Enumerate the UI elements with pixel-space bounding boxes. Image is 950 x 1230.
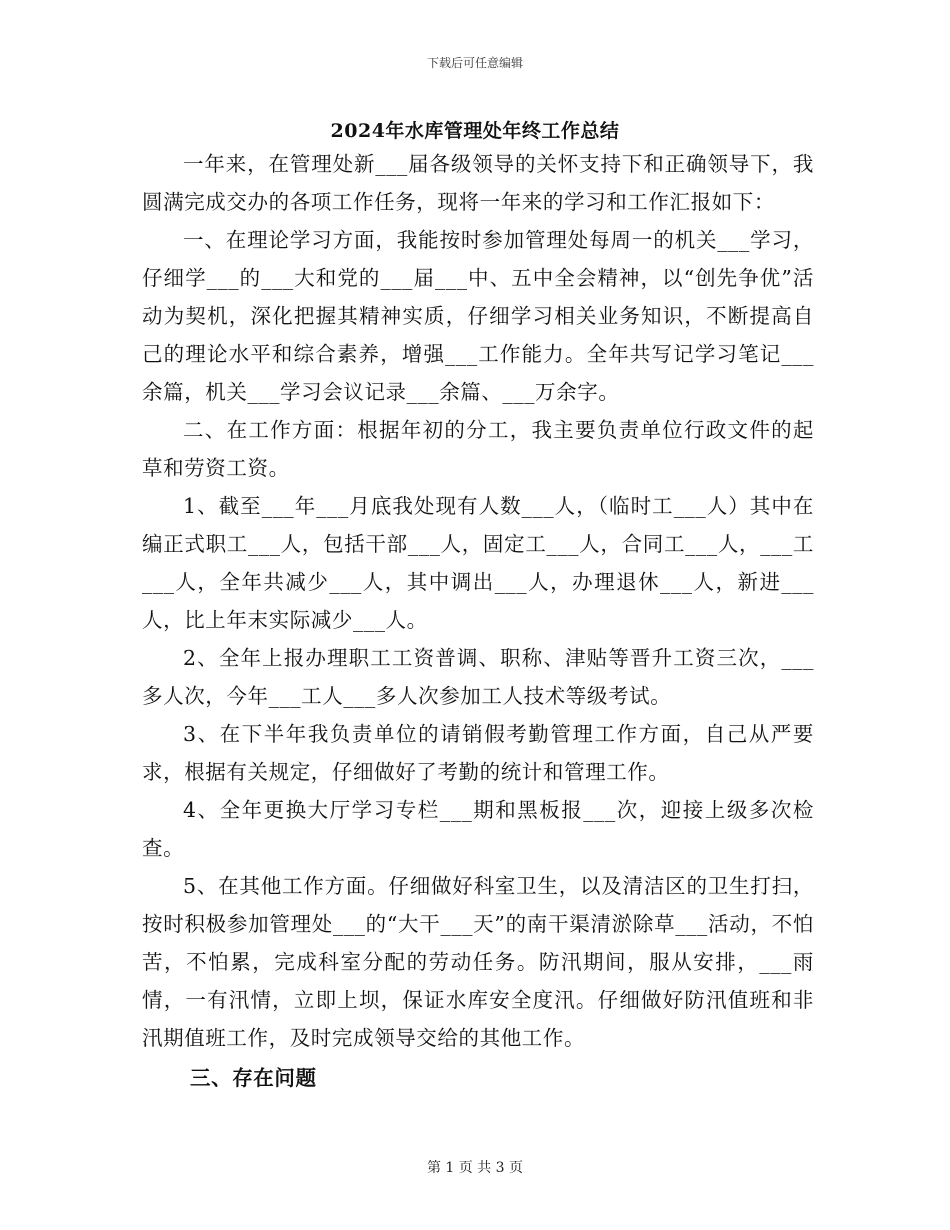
paragraph-work-overview: 二、在工作方面：根据年初的分工，我主要负责单位行政文件的起草和劳资工资。	[142, 418, 814, 480]
page-number-footer: 第 1 页 共 3 页	[426, 1160, 524, 1176]
section-heading-problems: 三、存在问题	[190, 1066, 317, 1090]
paragraph-item-1: 1、截至___年___月底我处现有人数___人，（临时工___人）其中在编正式职工___人，包括干部___人，固定工___人，合同工___人，___工___人，全年共减少___人，其中调出___人，办理退休___人，新进___人，比上年末实际减少___人。	[142, 494, 814, 632]
document-body	[142, 145, 814, 1097]
paragraph-intro: 一年来，在管理处新___届各级领导的关怀支持下和正确领导下，我圆满完成交办的各项工作任务，现将一年来的学习和工作汇报如下：	[142, 152, 814, 214]
document-title: 2024年水库管理处年终工作总结	[330, 120, 620, 142]
paragraph-item-3: 3、在下半年我负责单位的请销假考勤管理工作方面，自己从严要求，根据有关规定，仔细做好了考勤的统计和管理工作。	[142, 722, 814, 784]
paragraph-item-5: 5、在其他工作方面。仔细做好科室卫生，以及清洁区的卫生打扫，按时积极参加管理处___的“大干___天”的南干渠清淤除草___活动，不怕苦，不怕累，完成科室分配的劳动任务。防汛期间，服从安排，___雨情，一有汛情，立即上坝，保证水库安全度汛。仔细做好防汛值班和非汛期值班工作，及时完成领导交给的其他工作。	[142, 874, 814, 1050]
paragraph-item-4: 4、全年更换大厅学习专栏___期和黑板报___次，迎接上级多次检查。	[142, 798, 814, 860]
paragraph-item-2: 2、全年上报办理职工工资普调、职称、津贴等晋升工资三次，___多人次，今年___工人___多人次参加工人技术等级考试。	[142, 646, 814, 708]
header-note: 下载后可任意编辑	[426, 56, 523, 70]
paragraph-theory-study: 一、在理论学习方面，我能按时参加管理处每周一的机关___学习，仔细学___的___大和党的___届___中、五中全会精神，以“创先争优”活动为契机，深化把握其精神实质，仔细学习相关业务知识，不断提高自己的理论水平和综合素养，增强___工作能力。全年共写记学习笔记___余篇，机关___学习会议记录___余篇、___万余字。	[142, 228, 814, 404]
